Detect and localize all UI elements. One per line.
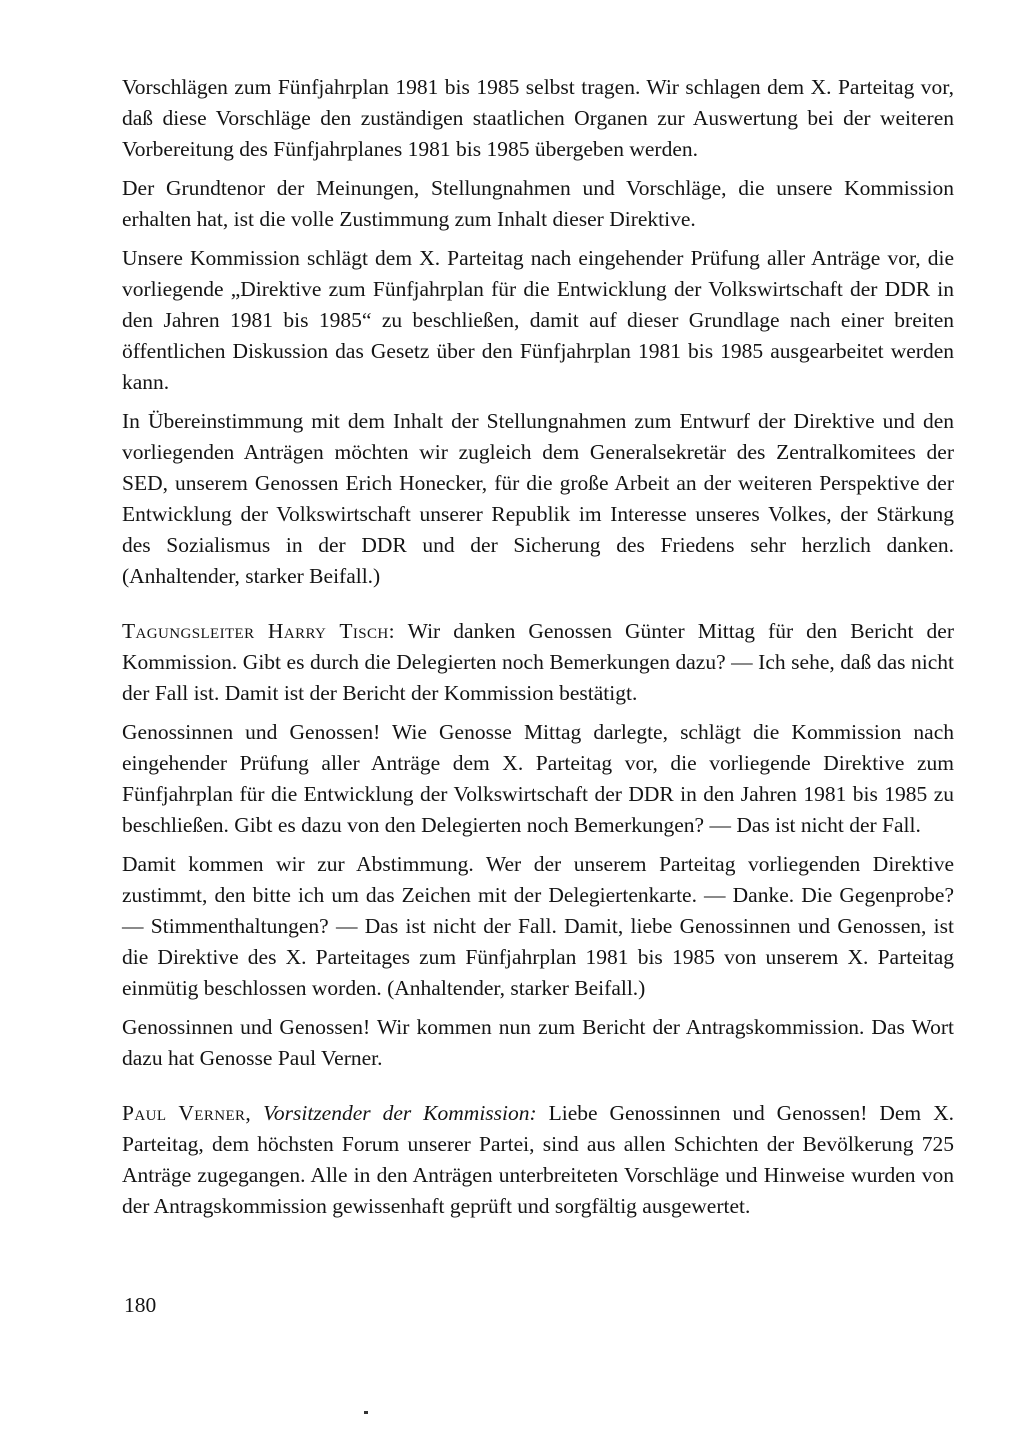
page-body	[122, 72, 954, 1222]
paragraph-6: Genossinnen und Genossen! Wie Genosse Mittag darlegte, schlägt die Kommission nach eingehender Prüfung aller Anträge dem X. Parteitag vor, die vorliegende Direktive zum Fünfjahrplan für die Entwicklung der Volkswirtschaft der DDR in den Jahren 1981 bis 1985 zu beschließen. Gibt es dazu von den Delegierten noch Bemerkungen? — Das ist nicht der Fall.	[122, 720, 954, 837]
speaker-role: Vorsitzender der Kommission:	[251, 1101, 537, 1125]
section-gap	[122, 1074, 954, 1098]
speaker-name: Paul Verner,	[122, 1101, 252, 1125]
paragraph-9	[122, 1098, 954, 1222]
page-number: 180	[124, 1293, 157, 1317]
speech-text: Wir danken Genossen Günter Mittag für den Bericht der Kommission. Gibt es durch die Delegierten noch Bemerkungen dazu? — Ich sehe, daß das nicht der Fall ist. Damit ist der Bericht der Kommission bestätigt.	[122, 619, 954, 705]
section-gap	[122, 592, 954, 616]
paragraph-1: Vorschlägen zum Fünfjahrplan 1981 bis 1985 selbst tragen. Wir schlagen dem X. Parteitag vor, daß diese Vorschläge den zuständigen staatlichen Organen zur Auswertung bei der weiteren Vorbereitung des Fünfjahrplanes 1981 bis 1985 übergeben werden.	[122, 75, 954, 161]
scan-speck	[364, 1411, 368, 1414]
paragraph-5	[122, 616, 954, 709]
speech-text: Liebe Genossinnen und Genossen! Dem X. Parteitag, dem höchsten Forum unserer Partei, sind aus allen Schichten der Bevölkerung 725 Anträge zugegangen. Alle in den Anträgen unterbreiteten Vorschläge und Hinweise wurden von der Antragskommission gewissenhaft geprüft und sorgfältig ausgewertet.	[122, 1101, 954, 1218]
paragraph-8: Genossinnen und Genossen! Wir kommen nun zum Bericht der Antragskommission. Das Wort dazu hat Genosse Paul Verner.	[122, 1015, 954, 1070]
paragraph-2: Der Grundtenor der Meinungen, Stellungnahmen und Vorschläge, die unsere Kommission erhalten hat, ist die volle Zustimmung zum Inhalt dieser Direktive.	[122, 176, 954, 231]
paragraph-7: Damit kommen wir zur Abstimmung. Wer der unserem Parteitag vorliegenden Direktive zustimmt, den bitte ich um das Zeichen mit der Delegiertenkarte. — Danke. Die Gegenprobe? — Stimmenthaltungen? — Das ist nicht der Fall. Damit, liebe Genossinnen und Genossen, ist die Direktive des X. Parteitages zum Fünfjahrplan 1981 bis 1985 von unserem X. Parteitag einmütig beschlossen worden. (Anhaltender, starker Beifall.)	[122, 852, 954, 1000]
paragraph-3: Unsere Kommission schlägt dem X. Parteitag nach eingehender Prüfung aller Anträge vor, die vorliegende „Direktive zum Fünfjahrplan für die Entwicklung der Volkswirtschaft der DDR in den Jahren 1981 bis 1985“ zu beschließen, damit auf dieser Grundlage nach einer breiten öffentlichen Diskussion das Gesetz über den Fünfjahrplan 1981 bis 1985 ausgearbeitet werden kann.	[122, 246, 954, 394]
paragraph-4: In Übereinstimmung mit dem Inhalt der Stellungnahmen zum Entwurf der Direktive und den vorliegenden Anträgen möchten wir zugleich dem Generalsekretär des Zentralkomitees der SED, unserem Genossen Erich Honecker, für die große Arbeit an der weiteren Perspektive der Entwicklung der Volkswirtschaft unserer Republik im Interesse unseres Volkes, der Stärkung des Sozialismus in der DDR und der Sicherung des Friedens sehr herzlich danken. (Anhaltender, starker Beifall.)	[122, 409, 954, 588]
speaker-name: Tagungsleiter Harry Tisch:	[122, 619, 396, 643]
